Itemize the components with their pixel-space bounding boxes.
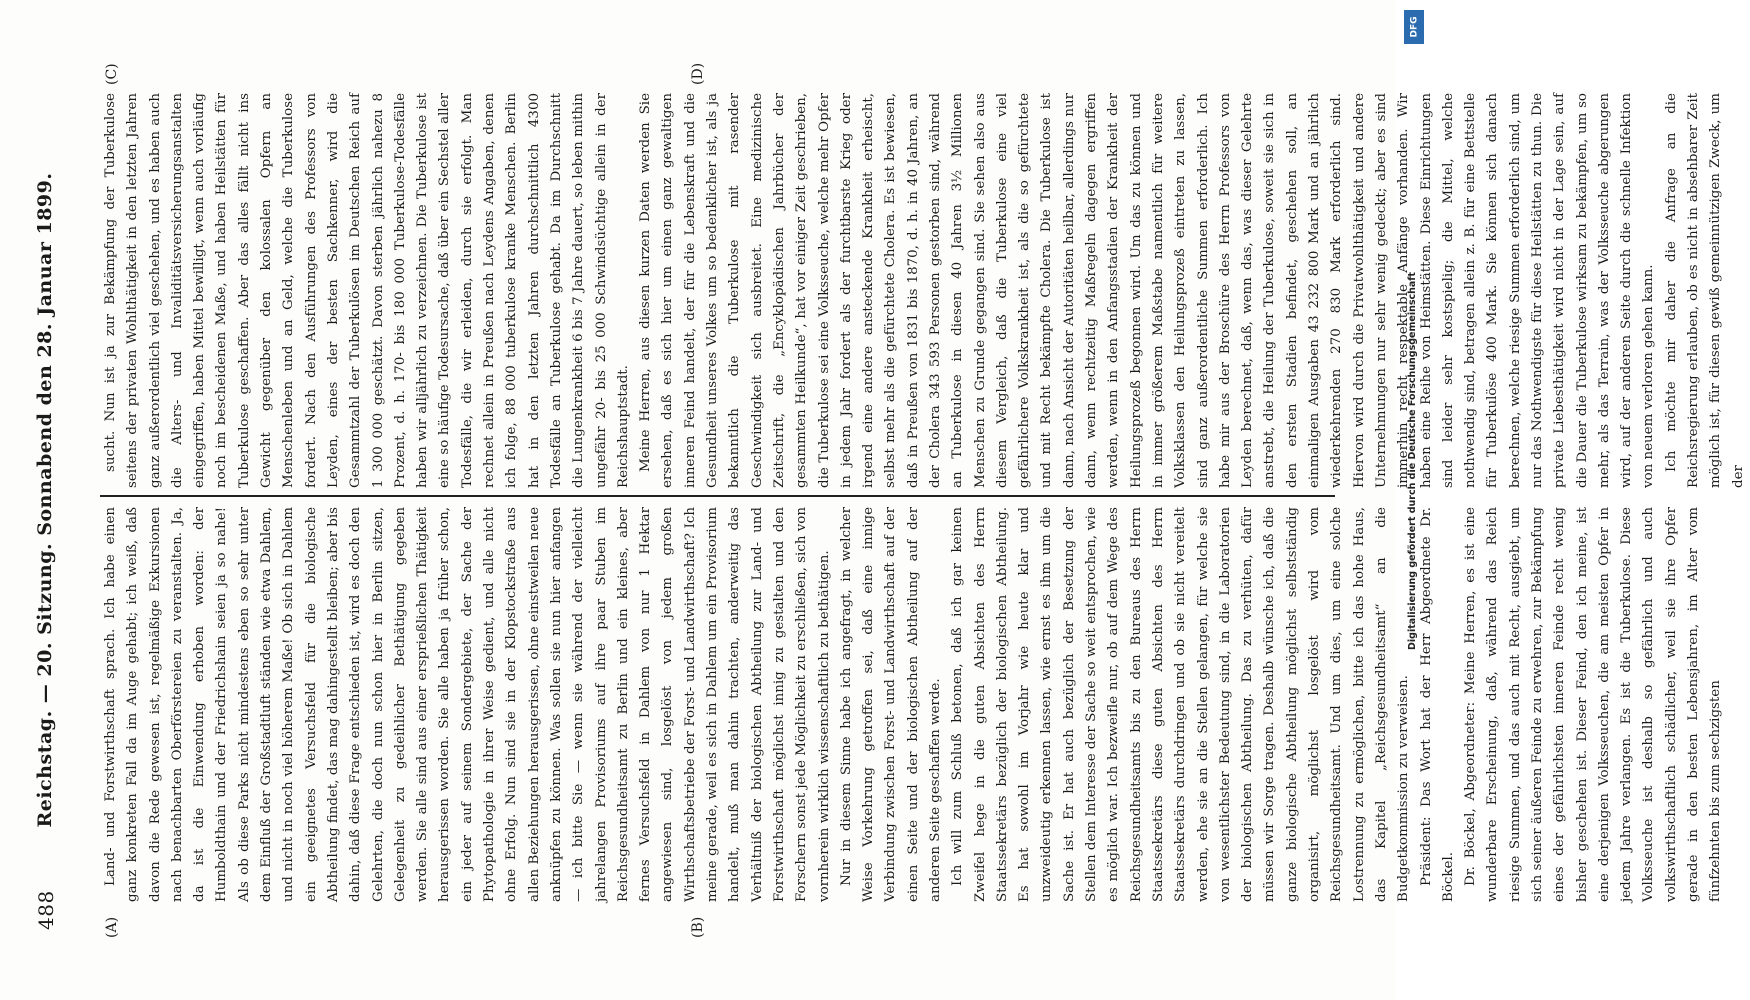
column-divider xyxy=(100,495,1335,497)
page-number: 488 xyxy=(34,890,58,930)
page-header xyxy=(28,0,68,1000)
paragraph: Ich möchte mir daher die Anfrage an die Reichsregierung erlauben, ob es nicht in absehbarer Zeit möglich ist, für diesen gewiß gemeinnützigen Zweck, um der xyxy=(1663,93,1746,488)
left-column xyxy=(100,507,1724,902)
marker-c: (C) xyxy=(104,63,120,85)
paragraph: Präsident: Das Wort hat der Herr Abgeordnete Dr. Böckel. xyxy=(1418,507,1456,902)
paragraph: Land- und Forstwirthschaft sprach. Ich habe einen ganz konkreten Fall da im Auge gehabt; ich weiß, daß davon die Rede gewesen ist, regelmäßige Exkursionen nach benachbarten Oberförstereien zu veranstalten. Ja, da ist die Einwendung erhoben worden: der Humboldthain und der Friedrichshain seien ja so nahe! Als ob diese Parks nicht mindestens eben so sehr unter dem Einfluß der Großstadtluft ständen wie etwa Dahlem, und nicht in noch viel höherem Maße! Ob sich in Dahlem ein geeignetes Versuchsfeld für die biologische Abtheilung findet, das mag dahingestellt bleiben; aber bis dahin, daß diese Frage entschieden ist, wird es doch den Gelehrten, die doch nun schon hier in Berlin sitzen, Gelegenheit zu gedeihlicher Bethätigung gegeben werden. Sie alle sind aus einer ersprießlichen Thätigkeit herausgerissen worden. Sie alle haben ja früher schon, ein jeder auf seinem Sondergebiete, der Sache der Phytopathologie in ihrer Weise gedient, und alle nicht ohne Erfolg. Nun sind sie in der Klopstockstraße aus allen Beziehungen herausgerissen, ohne einstweilen neue anknüpfen zu können. Was sollen sie nun hier anfangen — ich bitte Sie — wenn sie während der vielleicht jahrelangen Provisoriums auf ihre paar Stuben im Reichsgesundheitsamt zu Berlin und ein kleines, aber fernes Versuchsfeld in Dahlem von nur 1 Hektar angewiesen sind, losgelöst von jedem großen Wirthschaftsbetriebe der Forst- und Landwirthschaft? Ich meine gerade, weil es sich in Dahlem um ein Provisorium handelt, muß man dahin trachten, anderweitig das Verhältniß der biologischen Abtheilung zur Land- und Forstwirthschaft möglichst innig zu gestalten und den Forschern sonst jede Möglichkeit zu erschließen, sich von vornherein wirklich wissenschaftlich zu bethätigen. xyxy=(103,507,832,902)
marker-b: (B) xyxy=(690,916,706,938)
paragraph: sucht. Nun ist ja zur Bekämpfung der Tuberkulose seitens der privaten Wohlthätigkeit in den letzten Jahren ganz außerordentlich viel geschehen, und es haben auch die Alters- und Invaliditätsversicherungsanstalten eingegriffen, haben Mittel bewilligt, wenn auch vorläufig noch im bescheidenen Maße, und haben Heilstätten für Tuberkulose geschaffen. Aber das alles fällt nicht ins Gewicht gegenüber den kolossalen Opfern an Menschenleben und an Geld, welche die Tuberkulose fordert. Nach den Ausführungen des Professors von Leyden, eines der besten Sachkenner, wird die Gesammtzahl der Tuberkulösen im Deutschen Reich auf 1 300 000 geschätzt. Davon sterben jährlich nahezu 8 Prozent, d. h. 170- bis 180 000 Tuberkulose-Todesfälle haben wir alljährlich zu verzeichnen. Die Tuberkulose ist eine so häufige Todesursache, daß über ein Sechstel aller Todesfälle, die wir erleiden, durch sie erfolgt. Man rechnet allein in Preußen nach Leydens Angaben, denen ich folge, 88 000 tuberkulose kranke Menschen. Berlin hat in den letzten Jahren durchschnittlich 4300 Todesfälle an Tuberkulose gehabt. Da im Durchschnitt die Lungenkrankheit 6 bis 7 Jahre dauert, so leben mithin ungefähr 20- bis 25 000 Schwindsüchtige allein in der Reichshauptstadt. xyxy=(103,93,631,488)
paragraph: Dr. Böckel, Abgeordneter: Meine Herren, es ist eine wunderbare Erscheinung, daß, während das Reich riesige Summen, und das auch mit Recht, ausgiebt, um sich seiner äußeren Feinde zu erwehren, zur Bekämpfung eines der gefährlichsten inneren Feinde recht wenig bisher geschehen ist. Dieser Feind, den ich meine, ist eine derjenigen Volksseuchen, die am meisten Opfer in jedem Jahre verlangen. Es ist die Tuberkulose. Diese Volksseuche ist deshalb so gefährlich und auch volkswirthschaftlich schädlicher, weil sie ihre Opfer gerade in den besten Lebensjahren, im Alter vom fünfzehnten bis zum sechzigsten xyxy=(1463,507,1724,902)
dfg-credit xyxy=(1400,10,1428,990)
marker-d: (D) xyxy=(690,62,706,85)
paragraph: Meine Herren, aus diesen kurzen Daten werden Sie ersehen, daß es sich hier um einen ganz gewaltigen inneren Feind handelt, der für die Lebenskraft und die Gesundheit unseres Volkes um so bedenklicher ist, als ja bekanntlich die Tuberkulose mit rasender Geschwindigkeit sich ausbreitet. Eine medizinische Zeitschrift, die „Encyklopädischen Jahrbücher der gesammten Heilkunde“, hat vor einiger Zeit geschrieben, die Tuberkulose sei eine Volksseuche, welche mehr Opfer in jedem Jahr fordert als der furchtbarste Krieg oder irgend eine andere ansteckende Krankheit erheischt, selbst mehr als die gefürchtete Cholera. Es ist bewiesen, daß in Preußen von 1831 bis 1870, d. h. in 40 Jahren, an der Cholera 343 593 Personen gestorben sind, während an Tuberkulose in diesen 40 Jahren 3½ Millionen Menschen zu Grunde gegangen sind. Sie sehen also aus diesem Vergleich, daß die Tuberkulose eine viel gefährlichere Volkskrankheit ist, als die so gefürchtete und mit Recht bekämpfte Cholera. Die Tuberkulose ist dann, nach Ansicht der Autoritäten heilbar, allerdings nur dann, wenn rechtzeitig Maßregeln dagegen ergriffen werden, wenn in den Anfangsstadien der Krankheit der Heilungsprozeß begonnen wird. Um das zu können und in immer größerem Maßstabe namentlich für weitere Volksklassen den Heilungsprozeß eintreten zu lassen, sind ganz außerordentliche Summen erforderlich. Ich habe mir aus der Broschüre des Herrn Professors von Leyden berechnet, daß, wenn das, was dieser Gelehrte anstrebt, die Heilung der Tuberkulose, soweit sie sich in den ersten Stadien befindet, geschehen soll, an einmaligen Ausgaben 43 232 800 Mark und an jährlich wiederkehrenden 270 830 Mark erforderlich sind. Hiervon wird durch die Privatwohlthätigkeit und andere Unternehmungen nur sehr wenig gedeckt; aber es sind immerhin recht respektable Anfänge vorhanden. Wir haben eine Reihe von Heimstätten. Diese Einrichtungen sind leider sehr kostspielig; die Mittel, welche nothwendig sind, betragen allein z. B. für eine Bettstelle für Tuberkulöse 400 Mark. Sie können sich danach berechnen, welche riesige Summen erforderlich sind, um nur das Nothwendigste für diese Heilstätten zu thun. Die private Liebesthätigkeit wird nicht in der Lage sein, auf die Dauer die Tuberkulose wirksam zu bekämpfen, um so mehr, als das Terrain, was der Volksseuche abgerungen wird, auf der anderen Seite durch die schnelle Infektion von neuem verloren gehen kann. xyxy=(638,93,1657,488)
marker-a: (A) xyxy=(104,916,120,938)
paragraph: Ich will zum Schluß betonen, daß ich gar keinen Zweifel hege in die guten Absichten des Herrn Staatssekretärs bezüglich der biologischen Abtheilung. Es hat sowohl im Vorjahr wie heute klar und unzweideutig erkennen lassen, wie ernst es ihm um die Sache ist. Er hat auch bezüglich der Besetzung der Stellen dem Interesse der Sache so weit entsprochen, wie es möglich war. Ich bezweifle nur, ob auf dem Wege des Reichsgesundheitsamts bis zu den Bureaus des Herrn Staatssekretärs diese guten Absichten des Herrn Staatssekretärs durchdringen und ob sie nicht vereitelt werden, ehe sie an die Stellen gelangen, für welche sie von wesentlichster Bedeutung sind, in die Laboratorien der biologischen Abtheilung. Das zu verhüten, dafür müssen wir Sorge tragen. Deshalb wünsche ich, daß die ganze biologische Abtheilung möglichst selbstständig organisirt, möglichst losgelöst wird vom Reichsgesundheitsamt. Und um dies, um eine solche Lostrennung zu ermöglichen, bitte ich das hohe Haus, das Kapitel „Reichsgesundheitsamt“ an die Budgetkommission zu verweisen. xyxy=(950,507,1412,902)
paragraph: Nur in diesem Sinne habe ich angefragt, in welcher Weise Vorkehrung getroffen sei, daß eine innige Verbindung zwischen Forst- und Landwirthschaft auf der einen Seite und der biologischen Abtheilung auf der anderen Seite geschaffen werde. xyxy=(838,507,943,902)
digitization-credit: Digitalisierung gefördert durch die Deutsche Forschungsgemeinschaft xyxy=(1407,272,1418,650)
dfg-logo: DFG xyxy=(1404,10,1424,44)
page-title: Reichstag. — 20. Sitzung. Sonnabend den 28. Januar 1899. xyxy=(34,172,56,828)
